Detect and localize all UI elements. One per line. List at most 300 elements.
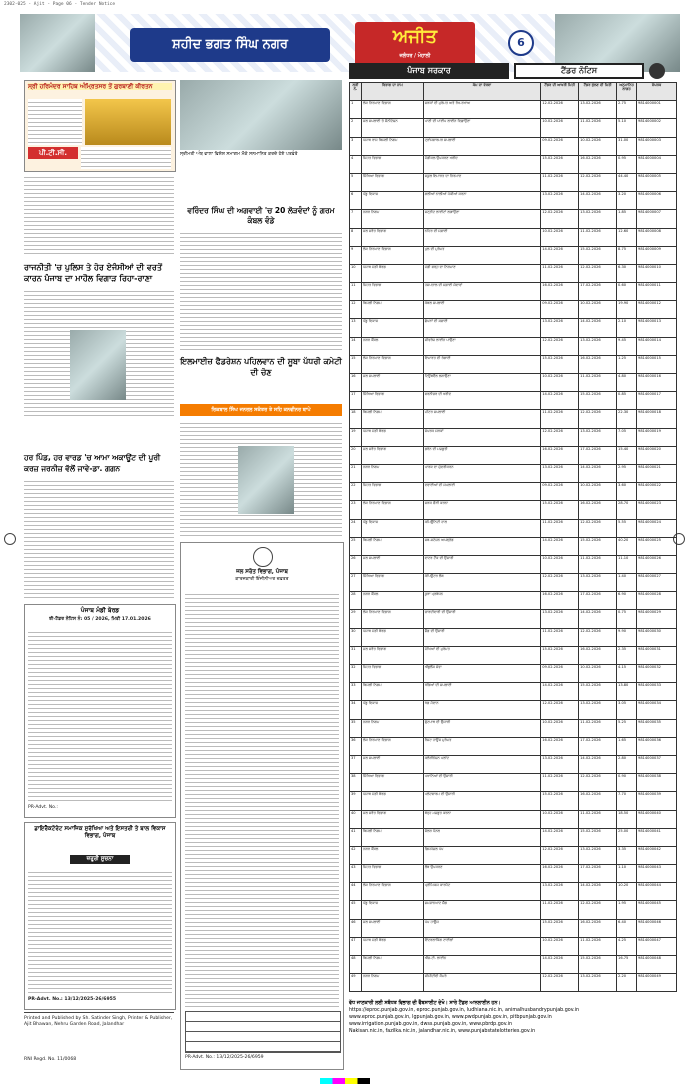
- tender-cell-c: 9814000020: [637, 446, 677, 464]
- masthead-paper-name: ਅਜੀਤ: [392, 26, 438, 47]
- tender-cell-d2: 10.02.2026: [579, 483, 617, 501]
- tender-cell-cost: 3.20: [617, 192, 637, 210]
- tender-cell-c: 9814000002: [637, 119, 677, 137]
- tender-cell-dept: ਪੰਜਾਬ ਮੰਡੀ ਬੋਰਡ: [361, 628, 423, 646]
- tender-cell-cost: 2.20: [617, 974, 637, 992]
- tender-cell-c: 9814000010: [637, 264, 677, 282]
- tender-cell-work: ਮੋਘਿਆਂ ਦੀ ਮੁਰੰਮਤ: [423, 646, 540, 664]
- tender-cell-n: 23: [350, 501, 362, 519]
- tender-cell-d1: 14.02.2026: [541, 683, 579, 701]
- tender-cell-d2: 15.02.2026: [579, 956, 617, 974]
- tender-cell-dept: ਪੇਂਡੂ ਵਿਕਾਸ: [361, 701, 423, 719]
- tender-col-header: ਸੰਪਰਕ: [637, 83, 677, 101]
- tender-cell-d1: 12.02.2026: [541, 210, 579, 228]
- ptc-channel: ਪੀ.ਟੀ.ਸੀ.: [28, 147, 78, 159]
- tender-cell-d2: 10.02.2026: [579, 301, 617, 319]
- tender-cell-dept: ਜਲ ਸਰੋਤ ਵਿਭਾਗ: [361, 228, 423, 246]
- tender-cell-c: 9814000013: [637, 319, 677, 337]
- tender-cell-d1: 12.02.2026: [541, 974, 579, 992]
- tender-cell-cost: 9.45: [617, 337, 637, 355]
- table-row: [350, 446, 677, 464]
- tender-cell-dept: ਸਿਹਤ ਵਿਭਾਗ: [361, 865, 423, 883]
- tender-cell-n: 40: [350, 810, 362, 828]
- tender-cell-c: 9814000015: [637, 355, 677, 373]
- tender-cell-cost: 10.20: [617, 883, 637, 901]
- tender-cell-d1: 14.02.2026: [541, 537, 579, 555]
- tender-cell-d2: 17.02.2026: [579, 446, 617, 464]
- notice-sub: ਕਾਰਜਕਾਰੀ ਇੰਜੀਨੀਅਰ ਦਫ਼ਤਰ: [235, 577, 289, 582]
- punjab-govt-emblem-icon: [649, 63, 665, 79]
- tender-cell-work: ਵਾਟਰ ਟੈਂਕ ਦੀ ਉਸਾਰੀ: [423, 555, 540, 573]
- tender-cell-cost: 4.15: [617, 665, 637, 683]
- tender-cell-d2: 17.02.2026: [579, 283, 617, 301]
- tender-cell-d2: 12.02.2026: [579, 410, 617, 428]
- tender-cell-d1: 15.02.2026: [541, 501, 579, 519]
- tender-cell-dept: ਲੋਕ ਨਿਰਮਾਣ ਵਿਭਾਗ: [361, 101, 423, 119]
- table-row: [350, 628, 677, 646]
- tender-cell-d2: 10.02.2026: [579, 137, 617, 155]
- table-row: [350, 865, 677, 883]
- tender-cell-n: 18: [350, 410, 362, 428]
- tender-cell-n: 32: [350, 665, 362, 683]
- tender-cell-cost: 11.10: [617, 555, 637, 573]
- tender-cell-work: ਸੜਕਾਂ ਦੀ ਮੁਰੰਮਤ ਅਤੇ ਰੱਖ-ਰਖਾਅ: [423, 101, 540, 119]
- table-row: [350, 374, 677, 392]
- tender-cell-d2: 16.02.2026: [579, 501, 617, 519]
- tender-cell-n: 12: [350, 301, 362, 319]
- tender-cell-cost: 3.60: [617, 483, 637, 501]
- tender-cell-d2: 14.02.2026: [579, 464, 617, 482]
- tender-cell-n: 36: [350, 737, 362, 755]
- table-row: [350, 355, 677, 373]
- tender-cell-work: ਸਬ-ਸਟੇਸ਼ਨ ਅਪਗ੍ਰੇਡ: [423, 537, 540, 555]
- table-row: [350, 701, 677, 719]
- tender-cell-n: 39: [350, 792, 362, 810]
- tender-cell-cost: 19.90: [617, 301, 637, 319]
- tender-cell-work: ਐੱਚ.ਟੀ. ਲਾਈਨ: [423, 956, 540, 974]
- tender-cell-dept: ਸਿਹਤ ਵਿਭਾਗ: [361, 665, 423, 683]
- tender-cell-cost: 4.80: [617, 374, 637, 392]
- tender-cell-cost: 0.90: [617, 774, 637, 792]
- tender-cell-work: ਇਮਾਰਤ ਦੀ ਰੰਗਾਈ: [423, 355, 540, 373]
- tender-cell-c: 9814000001: [637, 101, 677, 119]
- tender-cell-work: ਲੈਬ ਉਪਕਰਣ: [423, 865, 540, 883]
- tender-col-header: ਲੜੀ ਨੰ.: [350, 83, 362, 101]
- tender-cell-d1: 10.02.2026: [541, 810, 579, 828]
- tender-cell-cost: 8.75: [617, 246, 637, 264]
- tender-cell-d1: 11.02.2026: [541, 264, 579, 282]
- registration-mark-left: [4, 533, 16, 545]
- tender-cell-d2: 15.02.2026: [579, 683, 617, 701]
- table-row: [350, 555, 677, 573]
- tender-cell-n: 33: [350, 683, 362, 701]
- tender-cell-work: ਨਹਿਰ ਦੀ ਸਫ਼ਾਈ: [423, 228, 540, 246]
- tender-cell-dept: ਪੇਂਡੂ ਵਿਕਾਸ: [361, 192, 423, 210]
- tender-cell-n: 3: [350, 137, 362, 155]
- tender-cell-work: ਕਲੋਰੀਨੇਸ਼ਨ ਪਲਾਂਟ: [423, 755, 540, 773]
- tender-cell-d2: 10.02.2026: [579, 665, 617, 683]
- tender-cell-d2: 12.02.2026: [579, 774, 617, 792]
- tender-cell-work: ਛੱਪੜਾਂ ਦੀ ਸਫ਼ਾਈ: [423, 319, 540, 337]
- tender-cell-c: 9814000035: [637, 719, 677, 737]
- tender-col-header: ਅਨੁਮਾਨਿਤ ਲਾਗਤ: [617, 83, 637, 101]
- tender-cell-dept: ਜਲ ਸਪਲਾਈ: [361, 374, 423, 392]
- table-row: [350, 665, 677, 683]
- table-row: [350, 792, 677, 810]
- tender-cell-dept: ਸਿਹਤ ਵਿਭਾਗ: [361, 283, 423, 301]
- tender-cell-cost: 16.75: [617, 956, 637, 974]
- tender-cell-d1: 11.02.2026: [541, 519, 579, 537]
- tender-cell-n: 42: [350, 846, 362, 864]
- tender-cell-d1: 10.02.2026: [541, 119, 579, 137]
- tender-cell-d2: 13.02.2026: [579, 101, 617, 119]
- tender-cell-d2: 17.02.2026: [579, 592, 617, 610]
- tender-cell-d2: 13.02.2026: [579, 428, 617, 446]
- tender-cell-dept: ਸਿੱਖਿਆ ਵਿਭਾਗ: [361, 173, 423, 191]
- tender-cell-work: ਸਕੂਲ ਇਮਾਰਤ ਦਾ ਨਿਰਮਾਣ: [423, 173, 540, 191]
- tender-cell-n: 43: [350, 865, 362, 883]
- tender-cell-c: 9814000016: [637, 374, 677, 392]
- print-color-bar: [320, 1078, 370, 1084]
- tender-body: [350, 101, 677, 992]
- tender-cell-d2: 11.02.2026: [579, 937, 617, 955]
- tender-cell-c: 9814000019: [637, 428, 677, 446]
- print-slug: 2302-025 - Ajit - Page 06 - Tender Notice: [4, 2, 116, 7]
- tender-cell-cost: 40.20: [617, 537, 637, 555]
- tender-cell-work: ਮੀਟਰ ਸਪਲਾਈ: [423, 410, 540, 428]
- tender-cell-d1: 12.02.2026: [541, 846, 579, 864]
- tender-cell-d2: 14.02.2026: [579, 755, 617, 773]
- tender-cell-cost: 3.35: [617, 846, 637, 864]
- table-row: [350, 410, 677, 428]
- tender-cell-d1: 09.02.2026: [541, 665, 579, 683]
- tender-cell-n: 35: [350, 719, 362, 737]
- tender-cell-d1: 11.02.2026: [541, 628, 579, 646]
- tender-cell-n: 1: [350, 101, 362, 119]
- tender-cell-n: 44: [350, 883, 362, 901]
- masthead-monument-image: [20, 14, 95, 72]
- tender-cell-c: 9814000022: [637, 483, 677, 501]
- tender-cell-c: 9814000033: [637, 683, 677, 701]
- tender-cell-work: ਦਵਾਈਆਂ ਦੀ ਸਪਲਾਈ: [423, 483, 540, 501]
- tender-footer-links-3: www.irrigation.punjab.gov.in, dwss.punjab.gov.in, www.pbrdp.gov.in: [349, 1022, 513, 1027]
- table-row: [350, 519, 677, 537]
- tender-cell-dept: ਨਗਰ ਨਿਗਮ: [361, 719, 423, 737]
- table-row: [350, 301, 677, 319]
- important-notice-label: ਜ਼ਰੂਰੀ ਸੂਚਨਾ: [70, 855, 130, 864]
- tender-cell-d1: 16.02.2026: [541, 865, 579, 883]
- tender-cell-d1: 12.02.2026: [541, 574, 579, 592]
- tender-cell-dept: ਪੰਜਾਬ ਮੰਡੀ ਬੋਰਡ: [361, 264, 423, 282]
- tender-cell-d2: 11.02.2026: [579, 719, 617, 737]
- tender-cell-d1: 12.02.2026: [541, 101, 579, 119]
- table-row: [350, 956, 677, 974]
- tender-cell-c: 9814000018: [637, 410, 677, 428]
- tender-cell-dept: ਬਿਜਲੀ ਨਿਗਮ: [361, 683, 423, 701]
- tender-cell-dept: ਸਿਹਤ ਵਿਭਾਗ: [361, 155, 423, 173]
- tender-cell-c: 9814000007: [637, 210, 677, 228]
- tender-cell-dept: ਜਲ ਸਪਲਾਈ: [361, 555, 423, 573]
- tender-cell-work: ਪਾਰਕ ਦਾ ਸੁੰਦਰੀਕਰਨ: [423, 464, 540, 482]
- table-row: [350, 755, 677, 773]
- tender-cell-work: ਸ਼ੈੱਡ ਦੀ ਉਸਾਰੀ: [423, 628, 540, 646]
- tender-cell-cost: 18.50: [617, 810, 637, 828]
- tender-cell-dept: ਬਿਜਲੀ ਨਿਗਮ: [361, 301, 423, 319]
- tender-cell-d2: 13.02.2026: [579, 701, 617, 719]
- tender-cell-d2: 16.02.2026: [579, 646, 617, 664]
- table-row: [350, 319, 677, 337]
- tender-cell-n: 9: [350, 246, 362, 264]
- tender-cell-d2: 15.02.2026: [579, 537, 617, 555]
- tender-col-header: ਟੈਂਡਰ ਦੀ ਆਖਰੀ ਮਿਤੀ: [541, 83, 579, 101]
- tender-cell-d2: 16.02.2026: [579, 919, 617, 937]
- tender-cell-cost: 12.60: [617, 228, 637, 246]
- tender-cell-dept: ਬਿਜਲੀ ਨਿਗਮ: [361, 828, 423, 846]
- tender-cell-c: 9814000043: [637, 865, 677, 883]
- tender-cell-n: 8: [350, 228, 362, 246]
- tender-cell-d2: 12.02.2026: [579, 264, 617, 282]
- tender-cell-cost: 5.10: [617, 119, 637, 137]
- tender-cell-dept: ਲੋਕ ਨਿਰਮਾਣ ਵਿਭਾਗ: [361, 610, 423, 628]
- masthead-title: ਸ਼ਹੀਦ ਭਗਤ ਸਿੰਘ ਨਗਰ: [130, 28, 330, 62]
- gurbani-ad-text: [28, 99, 82, 145]
- tender-cell-d2: 11.02.2026: [579, 374, 617, 392]
- tender-cell-c: 9814000049: [637, 974, 677, 992]
- tender-cell-dept: ਪੇਂਡੂ ਵਿਕਾਸ: [361, 319, 423, 337]
- tender-cell-dept: ਪੰਜਾਬ ਮੰਡੀ ਬੋਰਡ: [361, 937, 423, 955]
- tender-cell-d2: 12.02.2026: [579, 628, 617, 646]
- tender-cell-d2: 13.02.2026: [579, 210, 617, 228]
- tender-cell-work: ਸੀਸੀਟੀਵੀ ਕੈਮਰੇ: [423, 974, 540, 992]
- tender-cell-n: 37: [350, 755, 362, 773]
- page-number: 6: [508, 30, 534, 56]
- table-row: [350, 337, 677, 355]
- tender-cell-c: 9814000045: [637, 901, 677, 919]
- mandi-notice-ref: PR-Advt. No.:: [28, 805, 58, 810]
- golden-temple-image: [85, 99, 171, 145]
- tender-cell-d1: 10.02.2026: [541, 555, 579, 573]
- tender-cell-dept: ਨਗਰ ਨਿਗਮ: [361, 464, 423, 482]
- tender-cell-work: ਟ੍ਰਾਂਸਫਾਰਮਰ ਸਪਲਾਈ: [423, 137, 540, 155]
- table-row: [350, 173, 677, 191]
- table-row: [350, 101, 677, 119]
- tender-cell-c: 9814000025: [637, 537, 677, 555]
- tender-cell-cost: 3.05: [617, 701, 637, 719]
- tender-footer-links-4: Nakisan.nic.in, fazilka.nic.in, jalandhar.nic.in, www.punjabstatelotteries.gov.in: [349, 1029, 536, 1034]
- tender-cell-work: ਇੰਟਰਲਾਕਿੰਗ ਟਾਈਲਾਂ: [423, 937, 540, 955]
- table-row: [350, 392, 677, 410]
- notice-table: [185, 1011, 341, 1053]
- tender-cell-dept: ਜਲ ਸਰੋਤ ਵਿਭਾਗ: [361, 646, 423, 664]
- tender-cell-n: 6: [350, 192, 362, 210]
- tender-cell-cost: 1.25: [617, 355, 637, 373]
- tender-cell-d2: 15.02.2026: [579, 828, 617, 846]
- tender-cell-cost: 5.55: [617, 519, 637, 537]
- table-row: [350, 901, 677, 919]
- left-headline-1: ਰਾਜਨੀਤੀ 'ਚ ਪੁਲਿਸ ਤੇ ਹੋਰ ਏਜੰਸੀਆਂ ਦੀ ਵਰਤੋਂ ਕਾਰਨ ਪੰਜਾਬ ਦਾ ਮਾਹੌਲ ਵਿਗਾੜ ਰਿਹਾ-ਰਾਣਾ: [24, 263, 163, 283]
- tender-cell-dept: ਲੋਕ ਨਿਰਮਾਣ ਵਿਭਾਗ: [361, 737, 423, 755]
- table-row: [350, 137, 677, 155]
- tender-cell-n: 15: [350, 355, 362, 373]
- social-security-notice: [24, 822, 176, 1010]
- tender-cell-c: 9814000008: [637, 228, 677, 246]
- tender-cell-d1: 13.02.2026: [541, 464, 579, 482]
- tender-cell-d1: 11.02.2026: [541, 774, 579, 792]
- tender-cell-d1: 15.02.2026: [541, 792, 579, 810]
- gurbani-ad-schedule: [81, 147, 171, 169]
- tender-cell-c: 9814000012: [637, 301, 677, 319]
- tender-cell-d1: 15.02.2026: [541, 646, 579, 664]
- tender-cell-c: 9814000011: [637, 283, 677, 301]
- tender-header-row: [350, 83, 677, 101]
- tender-cell-work: ਗਲੀਆਂ ਨਾਲੀਆਂ ਪੱਕੀਆਂ ਕਰਨਾ: [423, 192, 540, 210]
- tender-cell-d1: 11.02.2026: [541, 173, 579, 191]
- tender-cell-work: ਸਟ੍ਰੀਟ ਲਾਈਟਾਂ ਲਗਾਉਣਾ: [423, 210, 540, 228]
- tender-cell-d1: 10.02.2026: [541, 719, 579, 737]
- tender-cell-dept: ਨਗਰ ਨਿਗਮ: [361, 210, 423, 228]
- tender-cell-work: ਕੰਪਿਊਟਰ ਲੈਬ: [423, 574, 540, 592]
- tender-cell-dept: ਨਗਰ ਕੌਂਸਲ: [361, 337, 423, 355]
- tender-cell-cost: 25.00: [617, 828, 637, 846]
- tender-cell-dept: ਲੋਕ ਨਿਰਮਾਣ ਵਿਭਾਗ: [361, 501, 423, 519]
- tender-cell-c: 9814000009: [637, 246, 677, 264]
- tender-cell-c: 9814000004: [637, 155, 677, 173]
- tender-cell-n: 27: [350, 574, 362, 592]
- tender-cell-dept: ਨਗਰ ਕੌਂਸਲ: [361, 592, 423, 610]
- table-row: [350, 646, 677, 664]
- tender-cell-n: 45: [350, 901, 362, 919]
- tender-cell-cost: 1.65: [617, 737, 637, 755]
- tender-cell-dept: ਪੰਜਾਬ ਮੰਡੀ ਬੋਰਡ: [361, 428, 423, 446]
- tender-cell-n: 5: [350, 173, 362, 191]
- tender-cell-n: 11: [350, 283, 362, 301]
- tender-cell-work: ਖੇਡ ਮੈਦਾਨ: [423, 701, 540, 719]
- tender-cell-d1: 10.02.2026: [541, 937, 579, 955]
- table-row: [350, 683, 677, 701]
- tender-table: [349, 82, 677, 992]
- tender-cell-d1: 16.02.2026: [541, 446, 579, 464]
- tender-cell-cost: 2.95: [617, 464, 637, 482]
- tender-cell-cost: 2.10: [617, 319, 637, 337]
- tender-cell-c: 9814000048: [637, 956, 677, 974]
- tender-cell-c: 9814000031: [637, 646, 677, 664]
- tender-cell-d2: 11.02.2026: [579, 228, 617, 246]
- left-article-2-body: [24, 478, 174, 598]
- tender-cell-cost: 4.25: [617, 937, 637, 955]
- tender-cell-n: 38: [350, 774, 362, 792]
- tender-cell-n: 30: [350, 628, 362, 646]
- table-row: [350, 574, 677, 592]
- tender-cell-cost: 9.90: [617, 628, 637, 646]
- tender-cell-dept: ਪੇਂਡੂ ਵਿਕਾਸ: [361, 901, 423, 919]
- middle-subhead-2: ਰਿਕਬਾਲ ਸਿੰਘ ਜਨਰਲ ਸਕੱਤਰ ਤੇ ਸਹਿ ਕਨਵੀਨਰ ਥਾਪੇ: [180, 404, 342, 416]
- tender-cell-dept: ਜਲ ਸਪਲਾਈ: [361, 919, 423, 937]
- left-column-brief: [24, 174, 174, 256]
- tender-cell-cost: 13.80: [617, 683, 637, 701]
- tender-cell-d1: 13.02.2026: [541, 610, 579, 628]
- tender-cell-cost: 44.40: [617, 173, 637, 191]
- tender-cell-n: 49: [350, 974, 362, 992]
- tender-cell-work: ਕੂੜਾ ਪ੍ਰਬੰਧਨ: [423, 592, 540, 610]
- tender-cell-d1: 09.02.2026: [541, 137, 579, 155]
- table-row: [350, 937, 677, 955]
- left-headline-2: ਹਰ ਪਿੰਡ, ਹਰ ਵਾਰਡ 'ਚ ਆਮਾ ਅਕਾਊਂਟ ਦੀ ਪੂਰੀ ਕਰਜ਼ ਜਰਨੀਜ਼ ਵੱਲੋਂ ਜਾਵੇ-ਡਾ. ਗਗਨ: [24, 453, 161, 473]
- tender-cell-c: 9814000036: [637, 737, 677, 755]
- table-row: [350, 846, 677, 864]
- tender-cell-n: 20: [350, 446, 362, 464]
- tender-cell-n: 41: [350, 828, 362, 846]
- tender-footer-note: ਵੱਧ ਜਾਣਕਾਰੀ ਲਈ ਸਬੰਧਤ ਵਿਭਾਗ ਦੀ ਵੈੱਬਸਾਈਟ ਦੇਖੋ। ਸਾਰੇ ਟੈਂਡਰ ਆਨਲਾਈਨ ਹਨ।: [349, 1001, 501, 1006]
- tender-cell-c: 9814000044: [637, 883, 677, 901]
- tender-cell-dept: ਬਿਜਲੀ ਨਿਗਮ: [361, 956, 423, 974]
- tender-cell-work: ਕਮਿਊਨਿਟੀ ਹਾਲ: [423, 519, 540, 537]
- tender-cell-work: ਐਂਬੂਲੈਂਸ ਸੇਵਾ: [423, 665, 540, 683]
- tender-cell-d1: 16.02.2026: [541, 592, 579, 610]
- tender-cell-c: 9814000003: [637, 137, 677, 155]
- tender-cell-d1: 13.02.2026: [541, 192, 579, 210]
- tender-cell-d2: 12.02.2026: [579, 901, 617, 919]
- tender-cell-d1: 16.02.2026: [541, 737, 579, 755]
- tender-cell-c: 9814000014: [637, 337, 677, 355]
- tender-cell-n: 29: [350, 610, 362, 628]
- tender-cell-c: 9814000039: [637, 792, 677, 810]
- tender-cell-n: 28: [350, 592, 362, 610]
- tender-cell-n: 10: [350, 264, 362, 282]
- tender-cell-work: ਮੈਡੀਕਲ ਉਪਕਰਣ ਖਰੀਦ: [423, 155, 540, 173]
- tender-cell-n: 16: [350, 374, 362, 392]
- table-row: [350, 192, 677, 210]
- table-row: [350, 810, 677, 828]
- punjab-emblem-icon: [253, 547, 273, 567]
- tender-cell-d2: 16.02.2026: [579, 792, 617, 810]
- tender-cell-c: 9814000042: [637, 846, 677, 864]
- tender-col-header: ਵਿਭਾਗ ਦਾ ਨਾਮ: [361, 83, 423, 101]
- tender-cell-work: ਫਰਨੀਚਰ ਦੀ ਖਰੀਦ: [423, 392, 540, 410]
- tender-cell-d2: 14.02.2026: [579, 883, 617, 901]
- tender-cell-n: 22: [350, 483, 362, 501]
- tender-cell-d1: 11.02.2026: [541, 901, 579, 919]
- tender-cell-d2: 17.02.2026: [579, 737, 617, 755]
- tender-cell-cost: 2.75: [617, 101, 637, 119]
- table-row: [350, 919, 677, 937]
- tender-cell-c: 9814000047: [637, 937, 677, 955]
- table-row: [350, 610, 677, 628]
- tender-cell-cost: 6.90: [617, 592, 637, 610]
- tender-cell-d2: 17.02.2026: [579, 865, 617, 883]
- middle-top-photo: [180, 80, 342, 150]
- tender-cell-dept: ਪੇਂਡੂ ਵਿਕਾਸ: [361, 519, 423, 537]
- tender-cell-cost: 6.30: [617, 264, 637, 282]
- tender-cell-dept: ਜਲ ਸਰੋਤ ਵਿਭਾਗ: [361, 810, 423, 828]
- tender-cell-d1: 14.02.2026: [541, 246, 579, 264]
- table-row: [350, 283, 677, 301]
- tender-cell-n: 48: [350, 956, 362, 974]
- tender-cell-c: 9814000030: [637, 628, 677, 646]
- notice-ref: PR-Advt. No.: 13/12/2025-26/6959: [185, 1055, 264, 1060]
- tender-cell-d1: 14.02.2026: [541, 828, 579, 846]
- tender-cell-c: 9814000005: [637, 173, 677, 191]
- tender-cell-work: ਪੰਪ ਹਾਊਸ: [423, 919, 540, 937]
- tender-cell-d1: 12.02.2026: [541, 428, 579, 446]
- tender-cell-n: 7: [350, 210, 362, 228]
- tender-cell-d1: 15.02.2026: [541, 155, 579, 173]
- tender-cell-cost: 7.05: [617, 428, 637, 446]
- tender-cell-d1: 09.02.2026: [541, 483, 579, 501]
- tender-cell-work: ਸ਼ਮਸ਼ਾਨਘਾਟ ਸ਼ੈੱਡ: [423, 901, 540, 919]
- tender-cell-c: 9814000006: [637, 192, 677, 210]
- gurbani-ad-title: ਸ੍ਰੀ ਹਰਿਮੰਦਰ ਸਾਹਿਬ ਅੰਮ੍ਰਿਤਸਰ ਤੋਂ ਗੁਰਬਾਣੀ ਕੀਰਤਨ: [28, 83, 172, 90]
- imprint-reg: RNI Regd. No. 11/0068: [24, 1057, 77, 1062]
